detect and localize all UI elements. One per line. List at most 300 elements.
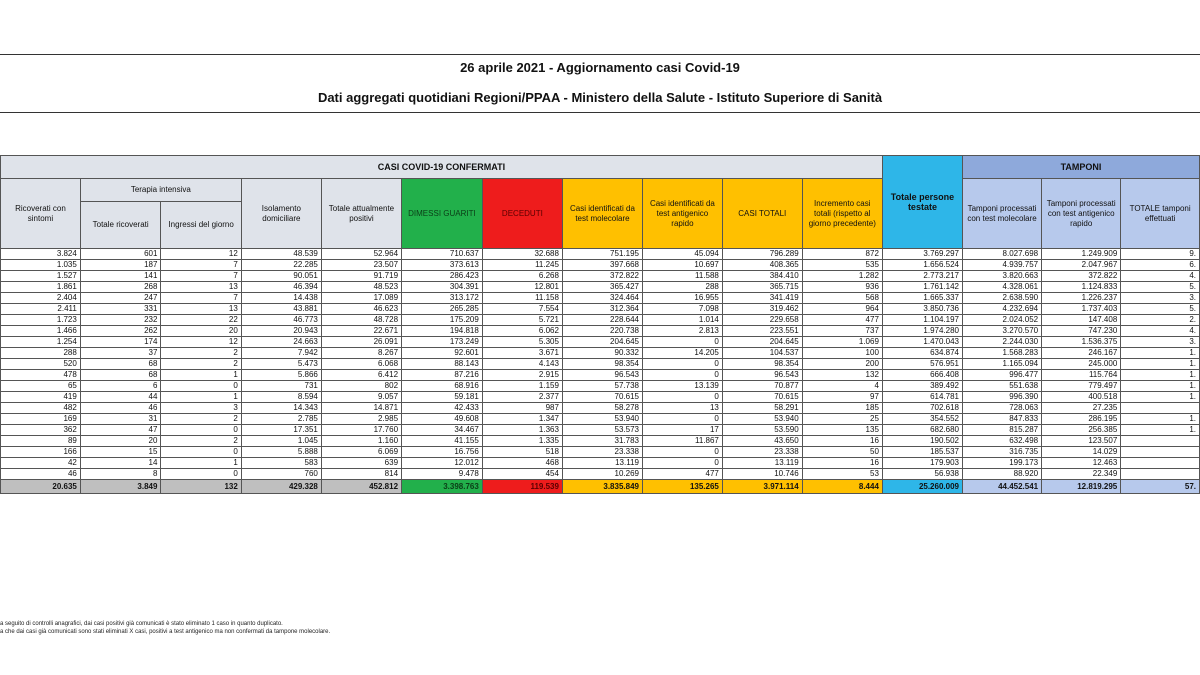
table-cell: 16 <box>802 458 882 469</box>
table-cell: 6.068 <box>321 359 401 370</box>
table-cell: 268 <box>80 282 161 293</box>
table-cell: 22.671 <box>321 326 401 337</box>
table-cell: 702.618 <box>882 403 962 414</box>
table-cell: 89 <box>1 436 81 447</box>
table-cell: 3.270.570 <box>962 326 1041 337</box>
table-cell: 1.656.524 <box>882 260 962 271</box>
table-cell: 936 <box>802 282 882 293</box>
table-cell: 477 <box>802 315 882 326</box>
title-rule <box>0 112 1200 113</box>
col-ricoverati: Ricoverati con sintomi <box>1 179 81 249</box>
table-cell: 1.045 <box>241 436 321 447</box>
table-cell: 872 <box>802 249 882 260</box>
table-cell: 7 <box>161 271 241 282</box>
table-cell: 2.404 <box>1 293 81 304</box>
table-cell: 0 <box>642 447 722 458</box>
table-cell: 169 <box>1 414 81 425</box>
footnote-2: a che dai casi già comunicati sono stati eliminati X casi, positivi a test antigenico ma non confermati da tampone molecolare. <box>0 629 331 635</box>
table-cell: 8.267 <box>321 348 401 359</box>
table-cell: 1.536.375 <box>1042 337 1121 348</box>
table-cell: 535 <box>802 260 882 271</box>
table-cell: 49.608 <box>402 414 483 425</box>
table-cell: 1.035 <box>1 260 81 271</box>
table-cell: 814 <box>321 469 401 480</box>
table-cell: 6.069 <box>321 447 401 458</box>
table-cell: 12 <box>161 249 241 260</box>
table-cell: 3. <box>1121 293 1200 304</box>
totals-row <box>1 480 1200 494</box>
table-cell: 53.940 <box>562 414 642 425</box>
table-cell: 48.523 <box>321 282 401 293</box>
table-cell: 365.715 <box>722 282 802 293</box>
table-cell: 13.119 <box>562 458 642 469</box>
table-cell: 31 <box>80 414 161 425</box>
table-cell: 6. <box>1121 260 1200 271</box>
table-cell <box>1121 469 1200 480</box>
table-cell: 56.938 <box>882 469 962 480</box>
table-row <box>1 392 1200 403</box>
table-cell: 796.289 <box>722 249 802 260</box>
table-cell: 372.822 <box>1042 271 1121 282</box>
col-positivi: Totale attualmente positivi <box>321 179 401 249</box>
total-cell: 25.260.009 <box>882 480 962 494</box>
table-cell: 20 <box>80 436 161 447</box>
table-cell: 1. <box>1121 348 1200 359</box>
table-cell: 478 <box>1 370 81 381</box>
table-cell: 4.143 <box>482 359 562 370</box>
table-cell: 1.723 <box>1 315 81 326</box>
table-cell: 737 <box>802 326 882 337</box>
table-cell: 245.000 <box>1042 359 1121 370</box>
table-cell: 1.159 <box>482 381 562 392</box>
table-cell: 286.423 <box>402 271 483 282</box>
table-cell: 632.498 <box>962 436 1041 447</box>
covid-table <box>0 155 1200 494</box>
table-row <box>1 315 1200 326</box>
table-cell: 1.335 <box>482 436 562 447</box>
table-cell: 65 <box>1 381 81 392</box>
table-cell: 3.820.663 <box>962 271 1041 282</box>
table-cell: 42.433 <box>402 403 483 414</box>
tamponi-header: TAMPONI <box>962 156 1199 179</box>
table-cell: 26.091 <box>321 337 401 348</box>
table-cell: 265.285 <box>402 304 483 315</box>
table-cell: 17.351 <box>241 425 321 436</box>
table-cell <box>1121 436 1200 447</box>
table-cell: 0 <box>161 381 241 392</box>
table-cell: 1.254 <box>1 337 81 348</box>
table-cell: 91.719 <box>321 271 401 282</box>
table-body <box>1 249 1200 494</box>
table-cell: 8.027.698 <box>962 249 1041 260</box>
table-cell: 70.615 <box>722 392 802 403</box>
footnote-1: a seguito di controlli anagrafici, dai casi positivi già comunicati è stato eliminato 1 caso in quanto duplicato. <box>0 621 283 627</box>
table-row <box>1 370 1200 381</box>
table-cell: 1.974.280 <box>882 326 962 337</box>
table-cell: 14.205 <box>642 348 722 359</box>
table-cell: 2.915 <box>482 370 562 381</box>
col-casi-totali: CASI TOTALI <box>722 179 802 249</box>
table-cell: 751.195 <box>562 249 642 260</box>
table-cell: 53.590 <box>722 425 802 436</box>
table-cell: 601 <box>80 249 161 260</box>
table-cell: 2.785 <box>241 414 321 425</box>
table-cell: 98.354 <box>562 359 642 370</box>
total-cell: 3.398.763 <box>402 480 483 494</box>
table-cell: 228.644 <box>562 315 642 326</box>
table-cell: 2.244.030 <box>962 337 1041 348</box>
total-cell: 3.849 <box>80 480 161 494</box>
table-row <box>1 271 1200 282</box>
table-cell: 5.473 <box>241 359 321 370</box>
table-cell: 10.697 <box>642 260 722 271</box>
table-cell: 1. <box>1121 359 1200 370</box>
table-cell: 5.305 <box>482 337 562 348</box>
table-cell: 87.216 <box>402 370 483 381</box>
table-cell: 3.850.736 <box>882 304 962 315</box>
table-cell: 3. <box>1121 337 1200 348</box>
table-cell: 185 <box>802 403 882 414</box>
table-cell: 53 <box>802 469 882 480</box>
col-tamp-tot: TOTALE tamponi effettuati <box>1121 179 1200 249</box>
table-cell: 16.955 <box>642 293 722 304</box>
table-cell: 354.552 <box>882 414 962 425</box>
table-row <box>1 425 1200 436</box>
table-cell: 1.665.337 <box>882 293 962 304</box>
table-cell: 0 <box>642 392 722 403</box>
table-cell: 50 <box>802 447 882 458</box>
table-cell: 204.645 <box>722 337 802 348</box>
total-cell: 132 <box>161 480 241 494</box>
table-cell: 0 <box>161 469 241 480</box>
table-cell: 583 <box>241 458 321 469</box>
table-cell: 9.478 <box>402 469 483 480</box>
col-incremento: Incremento casi totali (rispetto al giorno precedente) <box>802 179 882 249</box>
table-cell: 58.291 <box>722 403 802 414</box>
col-ti-totale: Totale ricoverati <box>80 202 161 249</box>
table-cell: 1.226.237 <box>1042 293 1121 304</box>
col-ti-ingressi: Ingressi del giorno <box>161 202 241 249</box>
table-cell: 132 <box>802 370 882 381</box>
table-cell: 34.467 <box>402 425 483 436</box>
table-cell: 59.181 <box>402 392 483 403</box>
table-cell: 1 <box>161 458 241 469</box>
table-row <box>1 249 1200 260</box>
table-cell: 17.089 <box>321 293 401 304</box>
table-cell: 728.063 <box>962 403 1041 414</box>
table-cell: 313.172 <box>402 293 483 304</box>
total-cell: 3.835.849 <box>562 480 642 494</box>
table-cell: 14.871 <box>321 403 401 414</box>
table-cell: 23.338 <box>722 447 802 458</box>
table-cell: 229.658 <box>722 315 802 326</box>
table-cell: 4.939.757 <box>962 260 1041 271</box>
table-cell: 13 <box>161 304 241 315</box>
table-cell: 8 <box>80 469 161 480</box>
table-cell: 3.824 <box>1 249 81 260</box>
table-cell: 187 <box>80 260 161 271</box>
table-cell: 98.354 <box>722 359 802 370</box>
table-cell: 312.364 <box>562 304 642 315</box>
table-cell: 5.721 <box>482 315 562 326</box>
table-cell: 482 <box>1 403 81 414</box>
table-cell: 1.527 <box>1 271 81 282</box>
table-cell: 400.518 <box>1042 392 1121 403</box>
table-cell: 12.801 <box>482 282 562 293</box>
table-cell: 68 <box>80 359 161 370</box>
table-cell: 1.160 <box>321 436 401 447</box>
table-cell: 48.539 <box>241 249 321 260</box>
table-cell: 44 <box>80 392 161 403</box>
table-cell: 2.377 <box>482 392 562 403</box>
table-cell: 365.427 <box>562 282 642 293</box>
table-cell: 747.230 <box>1042 326 1121 337</box>
table-cell: 1.861 <box>1 282 81 293</box>
table-cell: 17.760 <box>321 425 401 436</box>
table-row <box>1 260 1200 271</box>
table-cell: 2.411 <box>1 304 81 315</box>
table-cell: 16.756 <box>402 447 483 458</box>
table-cell: 13 <box>642 403 722 414</box>
table-cell: 0 <box>642 458 722 469</box>
table-cell: 22 <box>161 315 241 326</box>
table-cell: 6.062 <box>482 326 562 337</box>
table-cell: 16 <box>802 436 882 447</box>
table-row <box>1 447 1200 458</box>
table-cell: 1. <box>1121 381 1200 392</box>
table-cell: 389.492 <box>882 381 962 392</box>
table-cell: 5. <box>1121 304 1200 315</box>
table-cell: 13.139 <box>642 381 722 392</box>
table-cell: 45.094 <box>642 249 722 260</box>
table-cell: 760 <box>241 469 321 480</box>
table-cell: 2.047.967 <box>1042 260 1121 271</box>
table-cell: 2 <box>161 359 241 370</box>
table-cell: 199.173 <box>962 458 1041 469</box>
col-tamp-rap: Tamponi processati con test antigenico rapido <box>1042 179 1121 249</box>
table-cell: 68 <box>80 370 161 381</box>
table-cell: 68.916 <box>402 381 483 392</box>
table-cell: 634.874 <box>882 348 962 359</box>
table-cell: 147.408 <box>1042 315 1121 326</box>
col-dimessi: DIMESSI GUARITI <box>402 179 483 249</box>
table-cell: 454 <box>482 469 562 480</box>
table-cell: 70.615 <box>562 392 642 403</box>
col-tamp-mol: Tamponi processati con test molecolare <box>962 179 1041 249</box>
table-cell: 4 <box>802 381 882 392</box>
table-cell: 42 <box>1 458 81 469</box>
table-cell: 288 <box>642 282 722 293</box>
page-subtitle: Dati aggregati quotidiani Regioni/PPAA - Ministero della Salute - Istituto Superiore di Sanità <box>317 90 883 105</box>
table-cell: 964 <box>802 304 882 315</box>
table-cell: 46.394 <box>241 282 321 293</box>
table-cell: 2 <box>161 414 241 425</box>
table-cell: 614.781 <box>882 392 962 403</box>
table-cell: 14.343 <box>241 403 321 414</box>
table-cell: 3.769.297 <box>882 249 962 260</box>
table-cell: 22.285 <box>241 260 321 271</box>
table-cell: 90.332 <box>562 348 642 359</box>
table-cell: 5.888 <box>241 447 321 458</box>
table-cell: 104.537 <box>722 348 802 359</box>
table-cell: 520 <box>1 359 81 370</box>
table-cell: 1.761.142 <box>882 282 962 293</box>
table-cell: 2. <box>1121 315 1200 326</box>
table-cell: 92.601 <box>402 348 483 359</box>
table-cell: 57.738 <box>562 381 642 392</box>
table-cell: 331 <box>80 304 161 315</box>
table-cell: 31.783 <box>562 436 642 447</box>
table-row <box>1 304 1200 315</box>
table-cell: 1.124.833 <box>1042 282 1121 293</box>
table-cell: 7.098 <box>642 304 722 315</box>
table-cell: 518 <box>482 447 562 458</box>
table-cell <box>1121 403 1200 414</box>
table-row <box>1 337 1200 348</box>
table-row <box>1 359 1200 370</box>
table-row <box>1 348 1200 359</box>
table-cell: 0 <box>642 337 722 348</box>
table-cell: 316.735 <box>962 447 1041 458</box>
table-cell: 7.554 <box>482 304 562 315</box>
total-cell: 3.971.114 <box>722 480 802 494</box>
total-cell: 119.539 <box>482 480 562 494</box>
table-cell: 27.235 <box>1042 403 1121 414</box>
table-cell: 7.942 <box>241 348 321 359</box>
table-cell: 6.412 <box>321 370 401 381</box>
table-cell: 43.881 <box>241 304 321 315</box>
table-cell: 1 <box>161 392 241 403</box>
table-cell: 32.688 <box>482 249 562 260</box>
col-isolamento: Isolamento domiciliare <box>241 179 321 249</box>
table-cell: 4. <box>1121 326 1200 337</box>
table-cell: 14.029 <box>1042 447 1121 458</box>
table-cell: 15 <box>80 447 161 458</box>
table-cell: 682.680 <box>882 425 962 436</box>
table-cell: 1.568.283 <box>962 348 1041 359</box>
table-row <box>1 458 1200 469</box>
table-cell: 12.463 <box>1042 458 1121 469</box>
table-cell: 468 <box>482 458 562 469</box>
table-cell: 1.347 <box>482 414 562 425</box>
table-cell: 847.833 <box>962 414 1041 425</box>
table-row <box>1 282 1200 293</box>
table-cell: 10.269 <box>562 469 642 480</box>
table-cell: 247 <box>80 293 161 304</box>
table-cell: 7 <box>161 260 241 271</box>
table-cell: 2.638.590 <box>962 293 1041 304</box>
table-cell: 397.668 <box>562 260 642 271</box>
table-row <box>1 381 1200 392</box>
table-cell: 11.245 <box>482 260 562 271</box>
page-title: 26 aprile 2021 - Aggiornamento casi Covid-19 <box>460 60 740 75</box>
casi-confermati-header: CASI COVID-19 CONFERMATI <box>1 156 883 179</box>
table-cell: 802 <box>321 381 401 392</box>
table-cell: 286.195 <box>1042 414 1121 425</box>
total-cell: 12.819.295 <box>1042 480 1121 494</box>
total-cell: 452.812 <box>321 480 401 494</box>
total-cell: 20.635 <box>1 480 81 494</box>
table-cell: 1. <box>1121 425 1200 436</box>
table-cell: 179.903 <box>882 458 962 469</box>
table-cell: 2.985 <box>321 414 401 425</box>
table-cell: 2 <box>161 436 241 447</box>
table-cell: 568 <box>802 293 882 304</box>
table-cell: 319.462 <box>722 304 802 315</box>
table-cell: 88.143 <box>402 359 483 370</box>
col-testate: Totale persone testate <box>882 156 962 249</box>
table-cell: 9. <box>1121 249 1200 260</box>
table-cell: 324.464 <box>562 293 642 304</box>
table-cell: 419 <box>1 392 81 403</box>
table-row <box>1 414 1200 425</box>
table-cell: 173.249 <box>402 337 483 348</box>
table-cell: 9.057 <box>321 392 401 403</box>
table-cell: 8.594 <box>241 392 321 403</box>
table-cell: 987 <box>482 403 562 414</box>
top-rule <box>0 54 1200 55</box>
table-cell: 58.278 <box>562 403 642 414</box>
table-cell: 194.818 <box>402 326 483 337</box>
table-cell: 666.408 <box>882 370 962 381</box>
table-cell: 37 <box>80 348 161 359</box>
table-cell: 25 <box>802 414 882 425</box>
table-cell: 115.764 <box>1042 370 1121 381</box>
table-cell: 0 <box>161 447 241 458</box>
table-cell: 175.209 <box>402 315 483 326</box>
table-cell: 204.645 <box>562 337 642 348</box>
table-cell: 90.051 <box>241 271 321 282</box>
table-cell: 710.637 <box>402 249 483 260</box>
total-cell: 44.452.541 <box>962 480 1041 494</box>
table-cell: 0 <box>642 359 722 370</box>
table-cell: 123.507 <box>1042 436 1121 447</box>
table-cell: 2.773.217 <box>882 271 962 282</box>
table-cell: 996.390 <box>962 392 1041 403</box>
table-cell: 1.470.043 <box>882 337 962 348</box>
table-cell: 20 <box>161 326 241 337</box>
table-cell: 5. <box>1121 282 1200 293</box>
table-cell: 1.737.403 <box>1042 304 1121 315</box>
table-cell: 174 <box>80 337 161 348</box>
table-cell: 23.338 <box>562 447 642 458</box>
table-cell: 551.638 <box>962 381 1041 392</box>
table-cell: 1.104.197 <box>882 315 962 326</box>
table-cell: 373.613 <box>402 260 483 271</box>
table-cell: 362 <box>1 425 81 436</box>
table-cell: 14.438 <box>241 293 321 304</box>
table-cell: 22.349 <box>1042 469 1121 480</box>
table-cell: 1. <box>1121 414 1200 425</box>
table-cell: 96.543 <box>722 370 802 381</box>
table-row <box>1 293 1200 304</box>
total-cell: 429.328 <box>241 480 321 494</box>
table-cell: 6 <box>80 381 161 392</box>
table-cell: 1.069 <box>802 337 882 348</box>
table-cell: 200 <box>802 359 882 370</box>
col-deceduti: DECEDUTI <box>482 179 562 249</box>
col-antigenico: Casi identificati da test antigenico rapido <box>642 179 722 249</box>
table-cell: 135 <box>802 425 882 436</box>
table-cell: 53.573 <box>562 425 642 436</box>
table-cell: 185.537 <box>882 447 962 458</box>
table-cell: 1.363 <box>482 425 562 436</box>
table-cell: 13.119 <box>722 458 802 469</box>
table-cell: 11.158 <box>482 293 562 304</box>
table-cell: 1.014 <box>642 315 722 326</box>
table-cell: 46 <box>80 403 161 414</box>
table-cell: 13 <box>161 282 241 293</box>
